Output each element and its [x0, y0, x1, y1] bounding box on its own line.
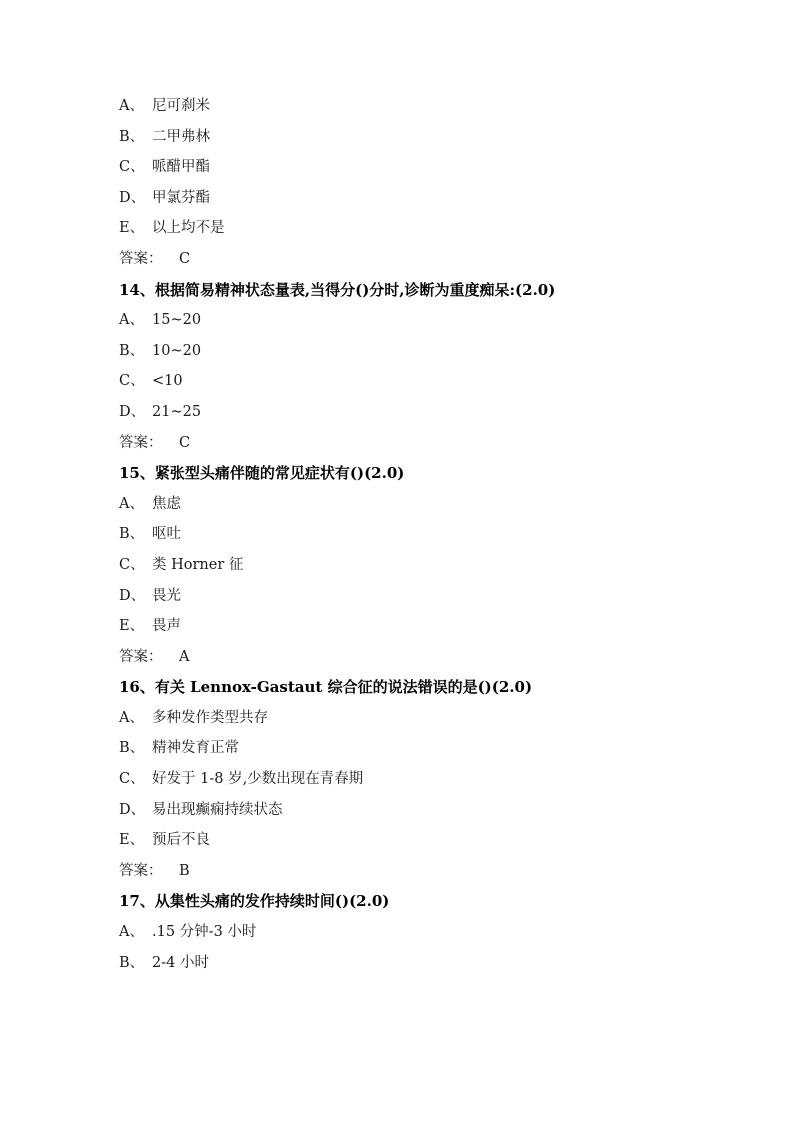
- option-letter: B、: [119, 740, 145, 757]
- option-row: [119, 397, 739, 428]
- option-letter: A、: [119, 924, 144, 941]
- question-block-16: [119, 672, 739, 886]
- option-letter: E、: [119, 618, 145, 635]
- answer-label: 答案：: [119, 862, 163, 879]
- option-row: [119, 183, 739, 214]
- option-text: 焦虑: [152, 495, 181, 512]
- option-letter: B、: [119, 342, 145, 359]
- answer-label: 答案：: [119, 648, 163, 665]
- option-row: [119, 213, 739, 244]
- option-row: [119, 581, 739, 612]
- question-title: 15、紧张型头痛伴随的常见症状有()(2.0): [119, 464, 405, 483]
- answer-label: 答案：: [119, 434, 163, 451]
- question-block-13: [119, 91, 739, 275]
- option-letter: A、: [119, 312, 144, 329]
- answer-row: [119, 642, 739, 673]
- question-title: 17、从集性头痛的发作持续时间()(2.0): [119, 892, 390, 911]
- option-text: 尼可刹米: [152, 98, 210, 114]
- option-row: [119, 795, 739, 826]
- option-text: 畏声: [152, 618, 181, 635]
- option-letter: D、: [119, 587, 146, 604]
- option-row: [119, 611, 739, 642]
- option-row: [119, 703, 739, 734]
- option-row: [119, 122, 739, 153]
- answer-value: B: [179, 862, 190, 879]
- option-row: [119, 489, 739, 520]
- question-title: 14、根据简易精神状态量表,当得分()分时,诊断为重度痴呆:(2.0): [119, 280, 556, 299]
- option-text: 哌醋甲酯: [152, 159, 210, 176]
- option-letter: C、: [119, 771, 145, 788]
- option-row: [119, 764, 739, 795]
- option-text: 10~20: [152, 342, 202, 359]
- option-row: [119, 91, 739, 122]
- option-text: 畏光: [152, 587, 181, 604]
- option-text: 以上均不是: [152, 220, 225, 237]
- option-text: 类 Horner 征: [152, 556, 244, 573]
- question-block-14: [119, 275, 739, 459]
- option-letter: D、: [119, 801, 146, 818]
- option-row: [119, 917, 739, 948]
- option-letter: B、: [119, 526, 145, 543]
- option-letter: E、: [119, 220, 145, 237]
- option-text: 预后不良: [152, 832, 210, 849]
- option-text: <10: [152, 373, 183, 390]
- answer-label: 答案：: [119, 250, 163, 267]
- option-letter: A、: [119, 98, 144, 114]
- option-text: 2-4 小时: [152, 954, 209, 971]
- option-row: [119, 152, 739, 183]
- option-letter: C、: [119, 159, 145, 176]
- option-letter: B、: [119, 128, 145, 145]
- option-text: 甲氯芬酯: [152, 189, 210, 206]
- answer-row: [119, 428, 739, 459]
- exam-page: [119, 91, 739, 978]
- option-row: [119, 948, 739, 979]
- option-text: 多种发作类型共存: [152, 709, 268, 726]
- option-letter: A、: [119, 495, 144, 512]
- option-letter: D、: [119, 403, 146, 420]
- option-text: .15 分钟-3 小时: [152, 924, 257, 941]
- option-letter: C、: [119, 556, 145, 573]
- question-title: 16、有关 Lennox-Gastaut 综合征的说法错误的是()(2.0): [119, 678, 533, 697]
- answer-row: [119, 856, 739, 887]
- answer-value: C: [179, 250, 191, 267]
- option-row: [119, 825, 739, 856]
- option-text: 15~20: [152, 312, 202, 329]
- option-row: [119, 305, 739, 336]
- answer-value: C: [179, 434, 191, 451]
- option-text: 呕吐: [152, 526, 181, 543]
- option-text: 21~25: [152, 403, 202, 420]
- option-row: [119, 336, 739, 367]
- option-text: 易出现癫痫持续状态: [152, 801, 283, 818]
- question-block-15: [119, 458, 739, 672]
- option-letter: A、: [119, 709, 144, 726]
- option-letter: B、: [119, 954, 145, 971]
- option-text: 二甲弗林: [152, 128, 210, 145]
- option-letter: E、: [119, 832, 145, 849]
- option-row: [119, 733, 739, 764]
- answer-value: A: [179, 648, 190, 665]
- answer-row: [119, 244, 739, 275]
- option-row: [119, 519, 739, 550]
- option-letter: C、: [119, 373, 145, 390]
- option-letter: D、: [119, 189, 146, 206]
- option-row: [119, 550, 739, 581]
- question-block-17: [119, 886, 739, 978]
- option-text: 好发于 1-8 岁,少数出现在青春期: [152, 771, 364, 788]
- option-text: 精神发育正常: [152, 740, 239, 757]
- option-row: [119, 366, 739, 397]
